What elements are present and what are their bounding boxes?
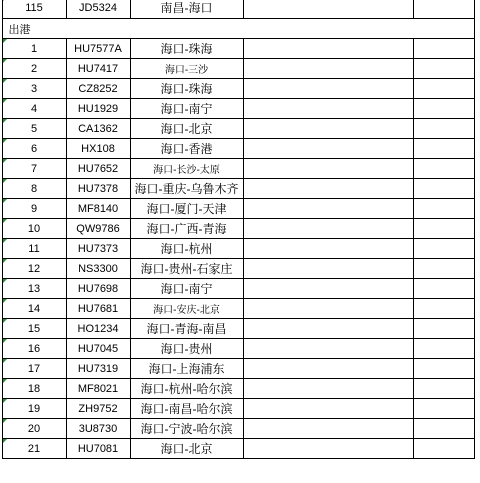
table-row [0,339,474,359]
empty-cell[interactable] [413,79,474,99]
flight-number-cell[interactable]: HU7577A [66,39,130,59]
flight-number-cell[interactable]: QW9786 [66,219,130,239]
table-row [0,399,474,419]
row-number-cell[interactable]: 10 [2,219,66,239]
row-number-cell[interactable]: 8 [2,179,66,199]
empty-cell[interactable] [243,319,413,339]
empty-cell[interactable] [243,219,413,239]
empty-cell[interactable] [413,439,474,459]
flight-number-cell[interactable]: ZH9752 [66,399,130,419]
empty-cell[interactable] [413,159,474,179]
route-cell[interactable]: 海口-厦门-天津 [130,199,243,219]
table-row [0,419,474,439]
empty-cell[interactable] [243,419,413,439]
empty-cell[interactable] [243,439,413,459]
table-row [0,79,474,99]
route-cell[interactable]: 海口-南宁 [130,279,243,299]
empty-cell[interactable] [243,139,413,159]
table-row [0,39,474,59]
empty-cell[interactable] [243,59,413,79]
row-number-cell[interactable]: 13 [2,279,66,299]
route-cell[interactable]: 海口-南宁 [130,99,243,119]
row-number-cell[interactable]: 6 [2,139,66,159]
empty-cell[interactable] [413,219,474,239]
route-cell[interactable]: 海口-杭州-哈尔滨 [130,379,243,399]
empty-cell[interactable] [413,339,474,359]
empty-cell[interactable] [413,259,474,279]
flight-number-cell[interactable]: HX108 [66,139,130,159]
flight-number-cell[interactable]: CZ8252 [66,79,130,99]
route-cell[interactable]: 海口-珠海 [130,79,243,99]
empty-cell[interactable] [243,259,413,279]
empty-cell[interactable] [413,139,474,159]
table-row [0,219,474,239]
row-number-cell[interactable]: 1 [2,39,66,59]
route-cell[interactable]: 海口-青海-南昌 [130,319,243,339]
empty-cell[interactable] [413,419,474,439]
empty-cell[interactable] [413,359,474,379]
empty-cell[interactable] [413,39,474,59]
row-number-cell[interactable]: 16 [2,339,66,359]
route-cell[interactable]: 海口-香港 [130,139,243,159]
flight-number-cell[interactable]: HU7378 [66,179,130,199]
route-cell[interactable]: 海口-贵州 [130,339,243,359]
table-row [0,359,474,379]
route-cell[interactable]: 海口-杭州 [130,239,243,259]
table-row [0,99,474,119]
empty-cell[interactable] [413,239,474,259]
row-number-cell[interactable]: 20 [2,419,66,439]
empty-cell[interactable] [243,299,413,319]
empty-cell[interactable] [413,119,474,139]
empty-cell[interactable] [243,119,413,139]
table-row [0,139,474,159]
empty-cell[interactable] [413,399,474,419]
row-number-cell[interactable]: 19 [2,399,66,419]
row-number-cell[interactable]: 14 [2,299,66,319]
empty-cell[interactable] [243,79,413,99]
empty-cell[interactable] [243,359,413,379]
row-number-cell[interactable]: 15 [2,319,66,339]
table-row [0,319,474,339]
row-number-cell[interactable]: 18 [2,379,66,399]
row-number-cell[interactable]: 11 [2,239,66,259]
row-number-cell[interactable]: 21 [2,439,66,459]
row-number-cell[interactable]: 7 [2,159,66,179]
empty-cell[interactable] [243,39,413,59]
section-row [0,19,474,39]
empty-cell[interactable] [413,59,474,79]
flight-number-cell[interactable]: MF8140 [66,199,130,219]
empty-cell[interactable] [413,0,474,19]
table-row [0,439,474,459]
table-row [0,239,474,259]
route-cell[interactable]: 海口-上海浦东 [130,359,243,379]
empty-cell[interactable] [413,99,474,119]
flight-number-cell[interactable]: HU7698 [66,279,130,299]
empty-cell[interactable] [413,279,474,299]
empty-cell[interactable] [413,179,474,199]
flight-number-cell[interactable]: HO1234 [66,319,130,339]
empty-cell[interactable] [413,199,474,219]
empty-cell[interactable] [413,299,474,319]
flight-number-cell[interactable]: HU7681 [66,299,130,319]
flight-number-cell[interactable]: 3U8730 [66,419,130,439]
row-number-cell[interactable]: 3 [2,79,66,99]
table-row [0,119,474,139]
empty-cell[interactable] [243,99,413,119]
flight-number-cell[interactable]: JD5324 [66,0,130,19]
flight-number-cell[interactable]: MF8021 [66,379,130,399]
empty-cell[interactable] [243,0,413,19]
table-row [0,279,474,299]
route-cell[interactable]: 海口-珠海 [130,39,243,59]
row-number-cell[interactable]: 12 [2,259,66,279]
empty-cell[interactable] [243,279,413,299]
table-row [0,259,474,279]
flight-number-cell[interactable]: HU7319 [66,359,130,379]
empty-cell[interactable] [243,339,413,359]
empty-cell[interactable] [243,239,413,259]
route-cell[interactable]: 海口-北京 [130,439,243,459]
row-number-cell[interactable]: 17 [2,359,66,379]
row-number-cell[interactable]: 5 [2,119,66,139]
empty-cell[interactable] [243,159,413,179]
flight-number-cell[interactable]: CA1362 [66,119,130,139]
route-cell[interactable]: 海口-三沙 [130,59,243,79]
route-cell[interactable]: 海口-南昌-哈尔滨 [130,399,243,419]
row-number-cell[interactable]: 4 [2,99,66,119]
flight-number-cell[interactable]: HU7417 [66,59,130,79]
table-row [0,0,474,19]
table-row [0,379,474,399]
section-header-departures[interactable]: 出港 [2,19,474,39]
flight-number-cell[interactable]: HU7081 [66,439,130,459]
empty-cell[interactable] [413,379,474,399]
route-cell[interactable]: 海口-长沙-太原 [130,159,243,179]
row-number-cell[interactable]: 115 [2,0,66,19]
flight-number-cell[interactable]: HU7652 [66,159,130,179]
table-row [0,179,474,199]
empty-cell[interactable] [243,379,413,399]
table-row [0,199,474,219]
route-cell[interactable]: 海口-北京 [130,119,243,139]
flight-number-cell[interactable]: HU7045 [66,339,130,359]
flight-number-cell[interactable]: HU1929 [66,99,130,119]
route-cell[interactable]: 海口-宁波-哈尔滨 [130,419,243,439]
flight-number-cell[interactable]: NS3300 [66,259,130,279]
empty-cell[interactable] [413,319,474,339]
route-cell[interactable]: 南昌-海口 [130,0,243,19]
route-cell[interactable]: 海口-重庆-乌鲁木齐 [130,179,243,199]
row-number-cell[interactable]: 2 [2,59,66,79]
route-cell[interactable]: 海口-安庆-北京 [130,299,243,319]
flight-number-cell[interactable]: HU7373 [66,239,130,259]
table-row [0,59,474,79]
row-number-cell[interactable]: 9 [2,199,66,219]
table-row [0,299,474,319]
route-cell[interactable]: 海口-广西-青海 [130,219,243,239]
table-row [0,159,474,179]
empty-cell[interactable] [243,199,413,219]
empty-cell[interactable] [243,399,413,419]
empty-cell[interactable] [243,179,413,199]
route-cell[interactable]: 海口-贵州-石家庄 [130,259,243,279]
